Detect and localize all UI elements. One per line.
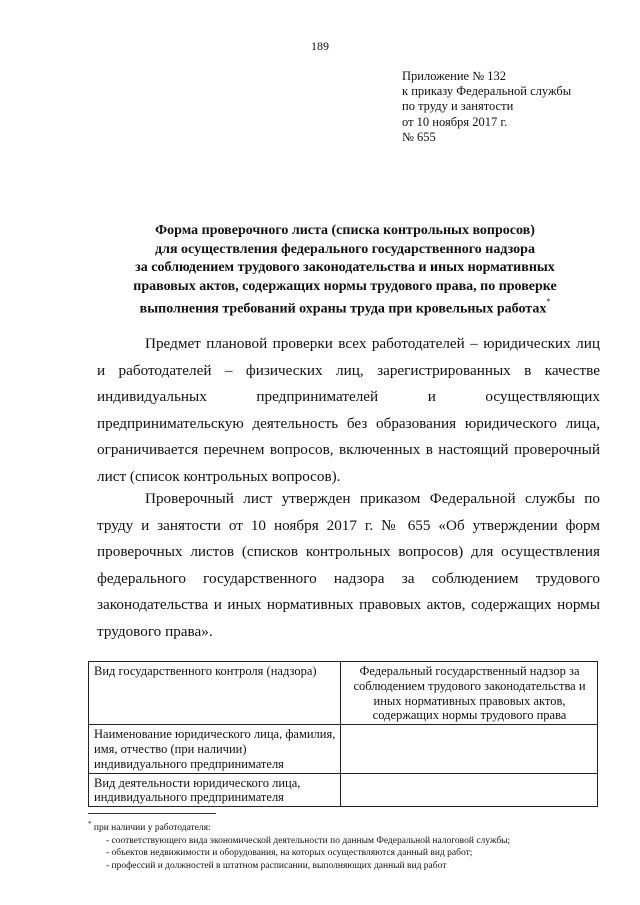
title-line: правовых актов, содержащих нормы трудового права, по проверке <box>133 278 557 294</box>
footnote-divider <box>88 813 216 814</box>
footnote-item: - соответствующего вида экономической деятельности по данным Федеральной налоговой службы; <box>106 835 511 846</box>
appendix-line: от 10 ноября 2017 г. <box>402 114 508 129</box>
paragraph-approval: Проверочный лист утвержден приказом Федеральной службы по труду и занятости от 10 ноября 2017 г. № 655 «Об утверждении форм проверочных листов (списков контрольных вопросов) для осуществления федерального государственного надзора за соблюдением трудового законодательства и иных нормативных правовых актов, содержащих нормы трудового права». <box>97 490 600 640</box>
table-cell-empty <box>341 773 598 807</box>
footnote-item: - профессий и должностей в штатном расписании, выполняющих данный вид работ <box>106 860 447 871</box>
document-title <box>90 222 600 320</box>
table-cell: Федеральный государственный надзор за соблюдением трудового законодательства и иных нормативных правовых актов, содержащих нормы трудового права <box>341 662 598 725</box>
appendix-line: Приложение № 132 <box>402 69 507 83</box>
title-line: Форма проверочного листа (списка контрольных вопросов) <box>155 223 535 238</box>
footnotes <box>88 818 510 872</box>
table-cell: Наименование юридического лица, фамилия, имя, отчество (при наличии) индивидуального предпринимателя <box>89 725 341 773</box>
table-cell-empty <box>341 725 598 773</box>
title-line: за соблюдением трудового законодательства и иных нормативных <box>135 260 555 276</box>
title-line: для осуществления федерального государственного надзора <box>155 241 535 257</box>
paragraph-subject: Предмет плановой проверки всех работодателей – юридических лиц и работодателей – физических лиц, зарегистрированных в качестве индивидуальных предпринимателей и осуществляющих предпринимательскую деятельность без образования юридического лица, ограничивается перечнем вопросов, включенных в настоящий проверочный лист (список контрольных вопросов). <box>97 335 600 485</box>
appendix-line: к приказу Федеральной службы <box>402 84 572 99</box>
table-row <box>89 662 598 725</box>
table-cell: Вид деятельности юридического лица, индивидуального предпринимателя <box>89 773 341 807</box>
footnote-item: - объектов недвижимости и оборудования, на которых осуществляются данный вид работ; <box>106 848 473 859</box>
footnote-mark: * <box>88 820 92 828</box>
control-info-table <box>88 661 598 807</box>
table-row <box>89 773 598 807</box>
footnote-intro <box>88 818 510 835</box>
table-cell: Вид государственного контроля (надзора) <box>89 662 341 725</box>
title-line: выполнения требований охраны труда при кровельных работах <box>139 302 547 318</box>
appendix-line: № 655 <box>402 129 436 144</box>
footnote-intro-text: при наличии у работодателя: <box>93 823 211 834</box>
title-line-last <box>90 296 600 319</box>
footnote-mark: * <box>546 297 551 307</box>
appendix-line: по труду и занятости <box>402 99 514 114</box>
page-number: 189 <box>311 39 329 53</box>
table-row <box>89 725 598 773</box>
appendix-header <box>402 69 571 145</box>
